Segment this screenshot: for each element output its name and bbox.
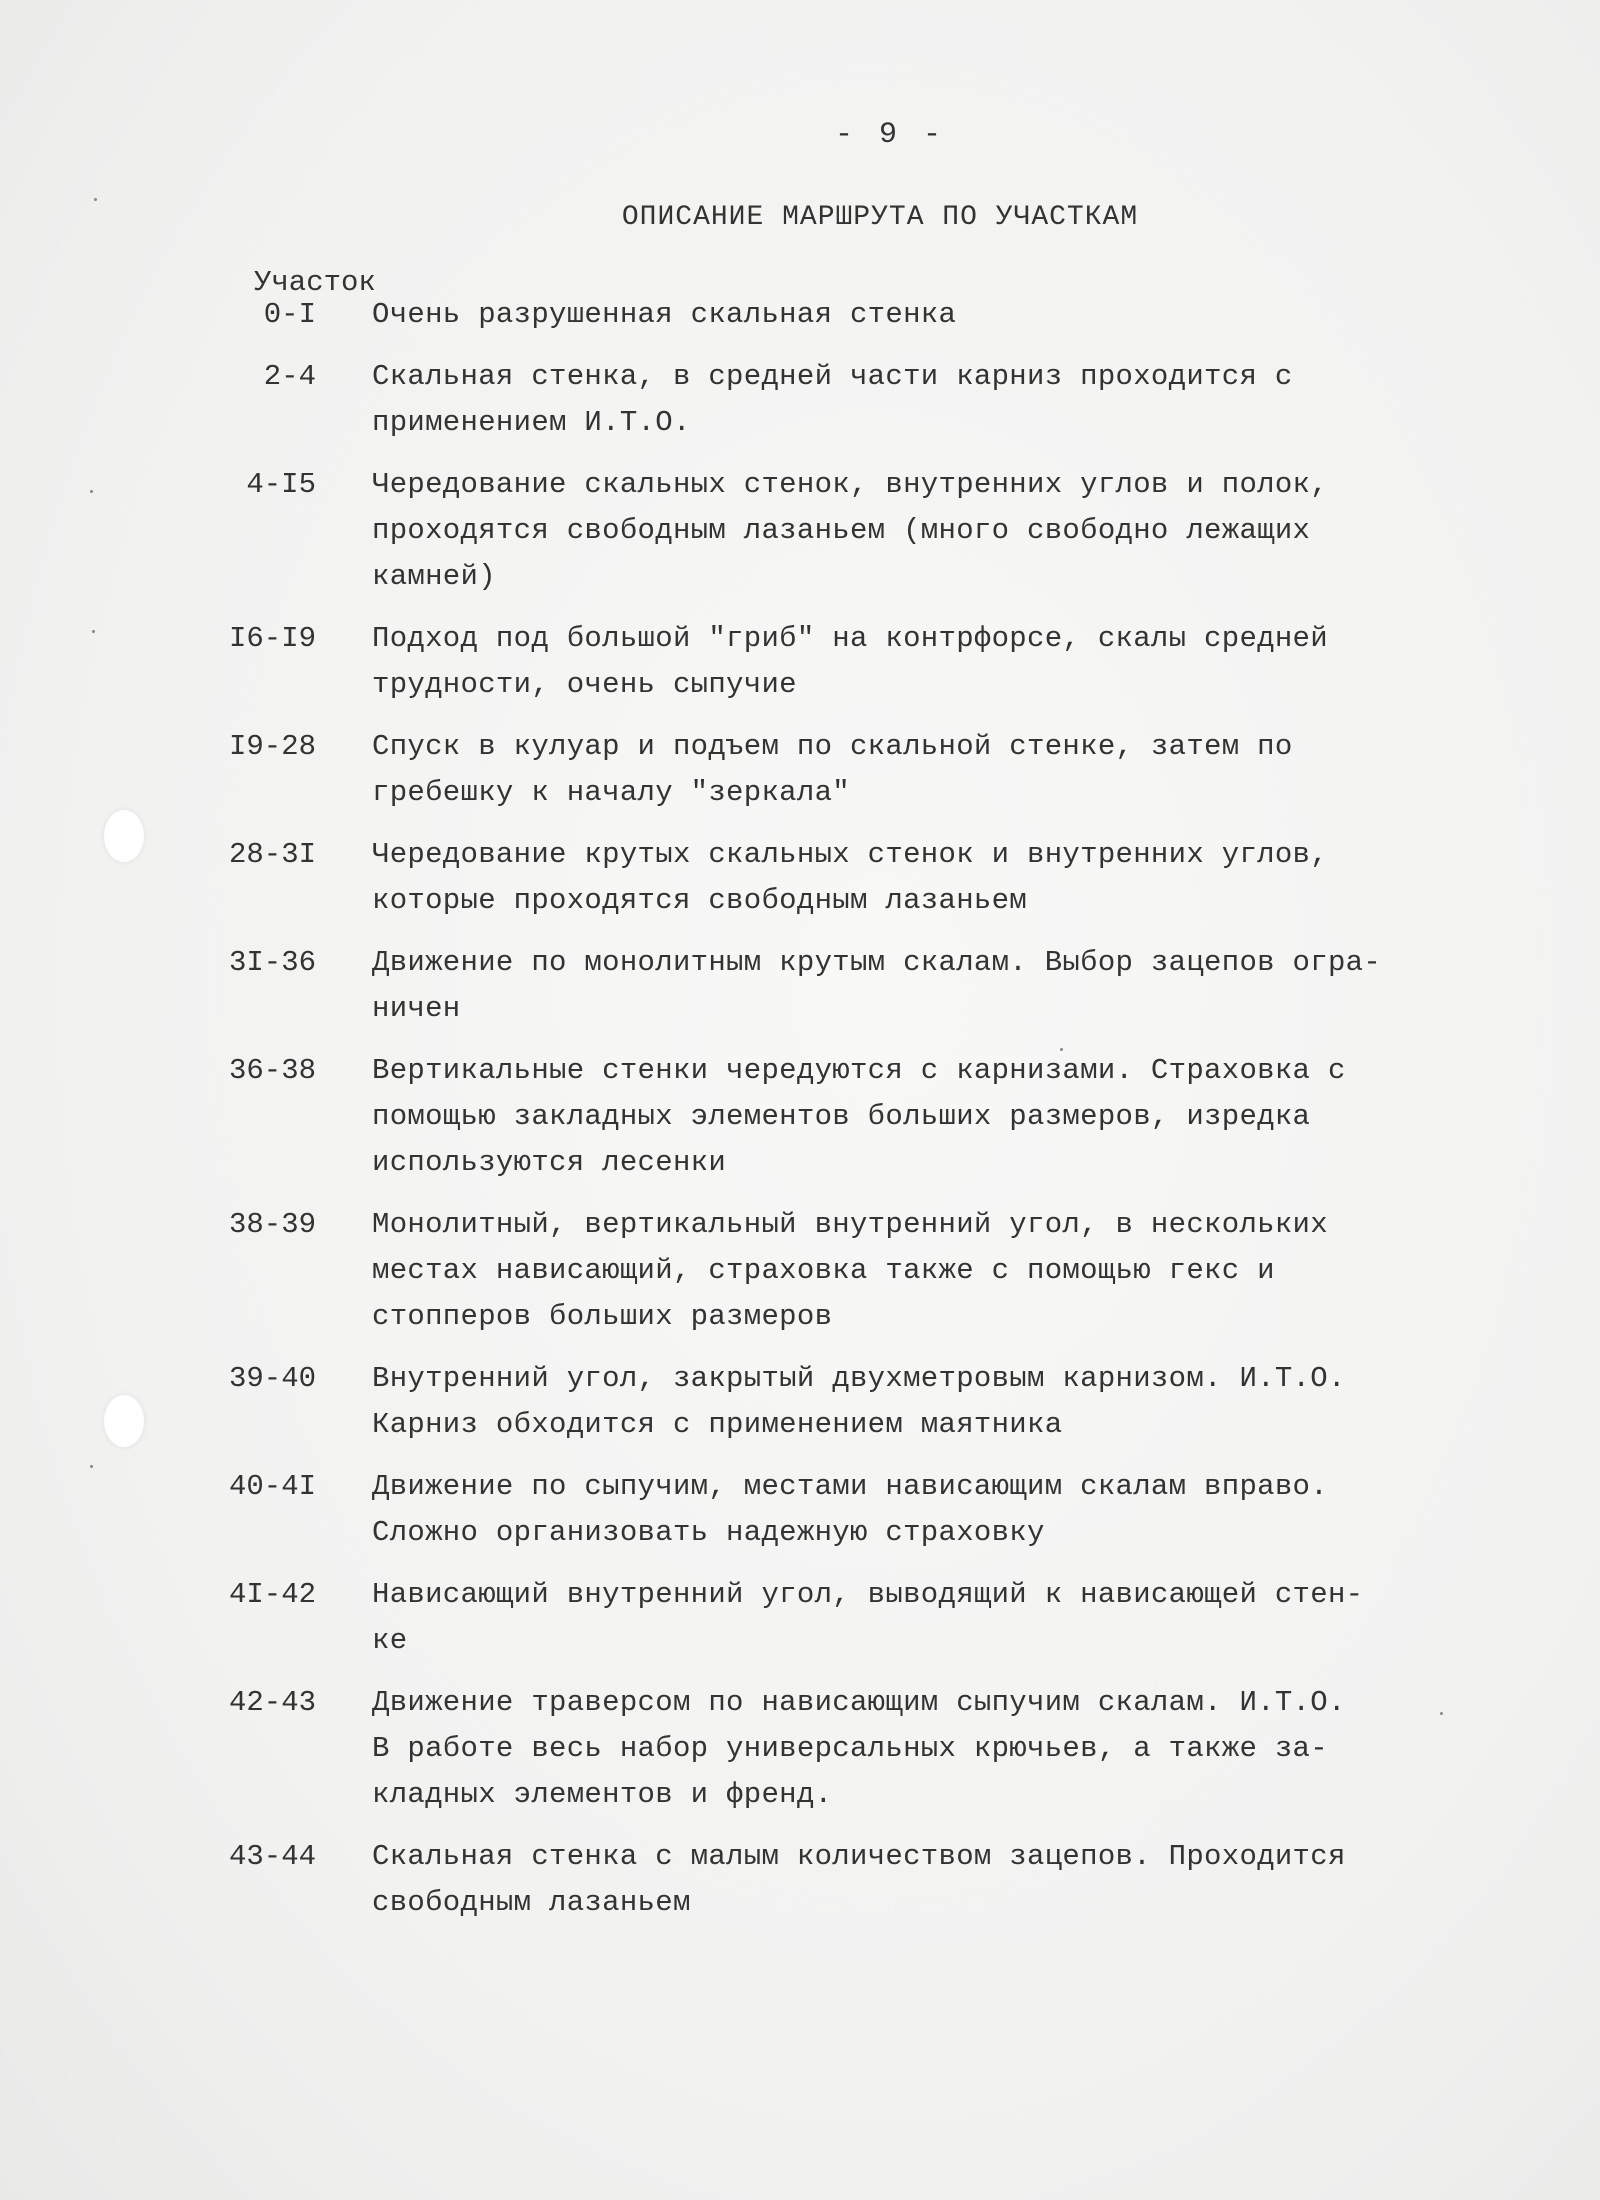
section-range: 40-4I <box>228 1470 316 1503</box>
section-column-header: Участок <box>254 266 376 299</box>
section-description: Спуск в кулуар и подъем по скальной стенке, затем по гребешку к началу "зеркала" <box>372 730 1293 809</box>
route-section <box>0 1048 1600 1186</box>
route-section <box>0 832 1600 924</box>
speck <box>94 198 97 201</box>
section-range: I9-28 <box>228 730 316 763</box>
route-section <box>0 1464 1600 1556</box>
section-range: 36-38 <box>228 1054 316 1087</box>
section-description: Движение траверсом по нависающим сыпучим скалам. И.Т.О. В работе весь набор универсальных крючьев, а также за- кладных элементов и френд. <box>372 1686 1346 1811</box>
section-range: 2-4 <box>263 360 316 393</box>
route-section-list <box>0 292 1600 1942</box>
section-range: 4-I5 <box>246 468 316 501</box>
route-section <box>0 292 1600 338</box>
section-description: Скальная стенка, в средней части карниз проходится с применением И.Т.О. <box>372 360 1293 439</box>
section-range: 28-3I <box>228 838 316 871</box>
route-section <box>0 354 1600 446</box>
section-range: 38-39 <box>228 1208 316 1241</box>
section-description: Скальная стенка с малым количеством зацепов. Проходится свободным лазаньем <box>372 1840 1346 1919</box>
section-description: Нависающий внутренний угол, выводящий к нависающей стен- ке <box>372 1578 1364 1657</box>
section-description: Чередование крутых скальных стенок и внутренних углов, которые проходятся свободным лазаньем <box>372 838 1328 917</box>
route-section <box>0 1202 1600 1340</box>
section-description: Очень разрушенная скальная стенка <box>372 298 957 331</box>
section-description: Движение по сыпучим, местами нависающим скалам вправо. Сложно организовать надежную страховку <box>372 1470 1328 1549</box>
section-range: 4I-42 <box>228 1578 316 1611</box>
section-range: 42-43 <box>228 1686 316 1719</box>
route-section <box>0 1680 1600 1818</box>
section-description: Чередование скальных стенок, внутренних углов и полок, проходятся свободным лазаньем (много свободно лежащих камней) <box>372 468 1328 593</box>
route-section <box>0 616 1600 708</box>
route-section <box>0 1572 1600 1664</box>
section-range: 43-44 <box>228 1840 316 1873</box>
route-section <box>0 1356 1600 1448</box>
route-section <box>0 1834 1600 1926</box>
page-number: - 9 - <box>834 118 945 152</box>
section-range: 39-40 <box>228 1362 316 1395</box>
section-description: Монолитный, вертикальный внутренний угол, в нескольких местах нависающий, страховка также с помощью гекс и стопперов больших размеров <box>372 1208 1328 1333</box>
section-description: Подход под большой "гриб" на контрфорсе, скалы средней трудности, очень сыпучие <box>372 622 1328 701</box>
section-range: 0-I <box>263 298 316 331</box>
route-section <box>0 724 1600 816</box>
section-range: 3I-36 <box>228 946 316 979</box>
section-range: I6-I9 <box>228 622 316 655</box>
route-section <box>0 940 1600 1032</box>
section-description: Внутренний угол, закрытый двухметровым карнизом. И.Т.О. Карниз обходится с применением маятника <box>372 1362 1346 1441</box>
route-section <box>0 462 1600 600</box>
page-title: ОПИСАНИЕ МАРШРУТА ПО УЧАСТКАМ <box>621 202 1139 233</box>
section-description: Движение по монолитным крутым скалам. Выбор зацепов огра- ничен <box>372 946 1382 1025</box>
section-description: Вертикальные стенки чередуются с карнизами. Страховка с помощью закладных элементов больших размеров, изредка используются лесенки <box>372 1054 1346 1179</box>
